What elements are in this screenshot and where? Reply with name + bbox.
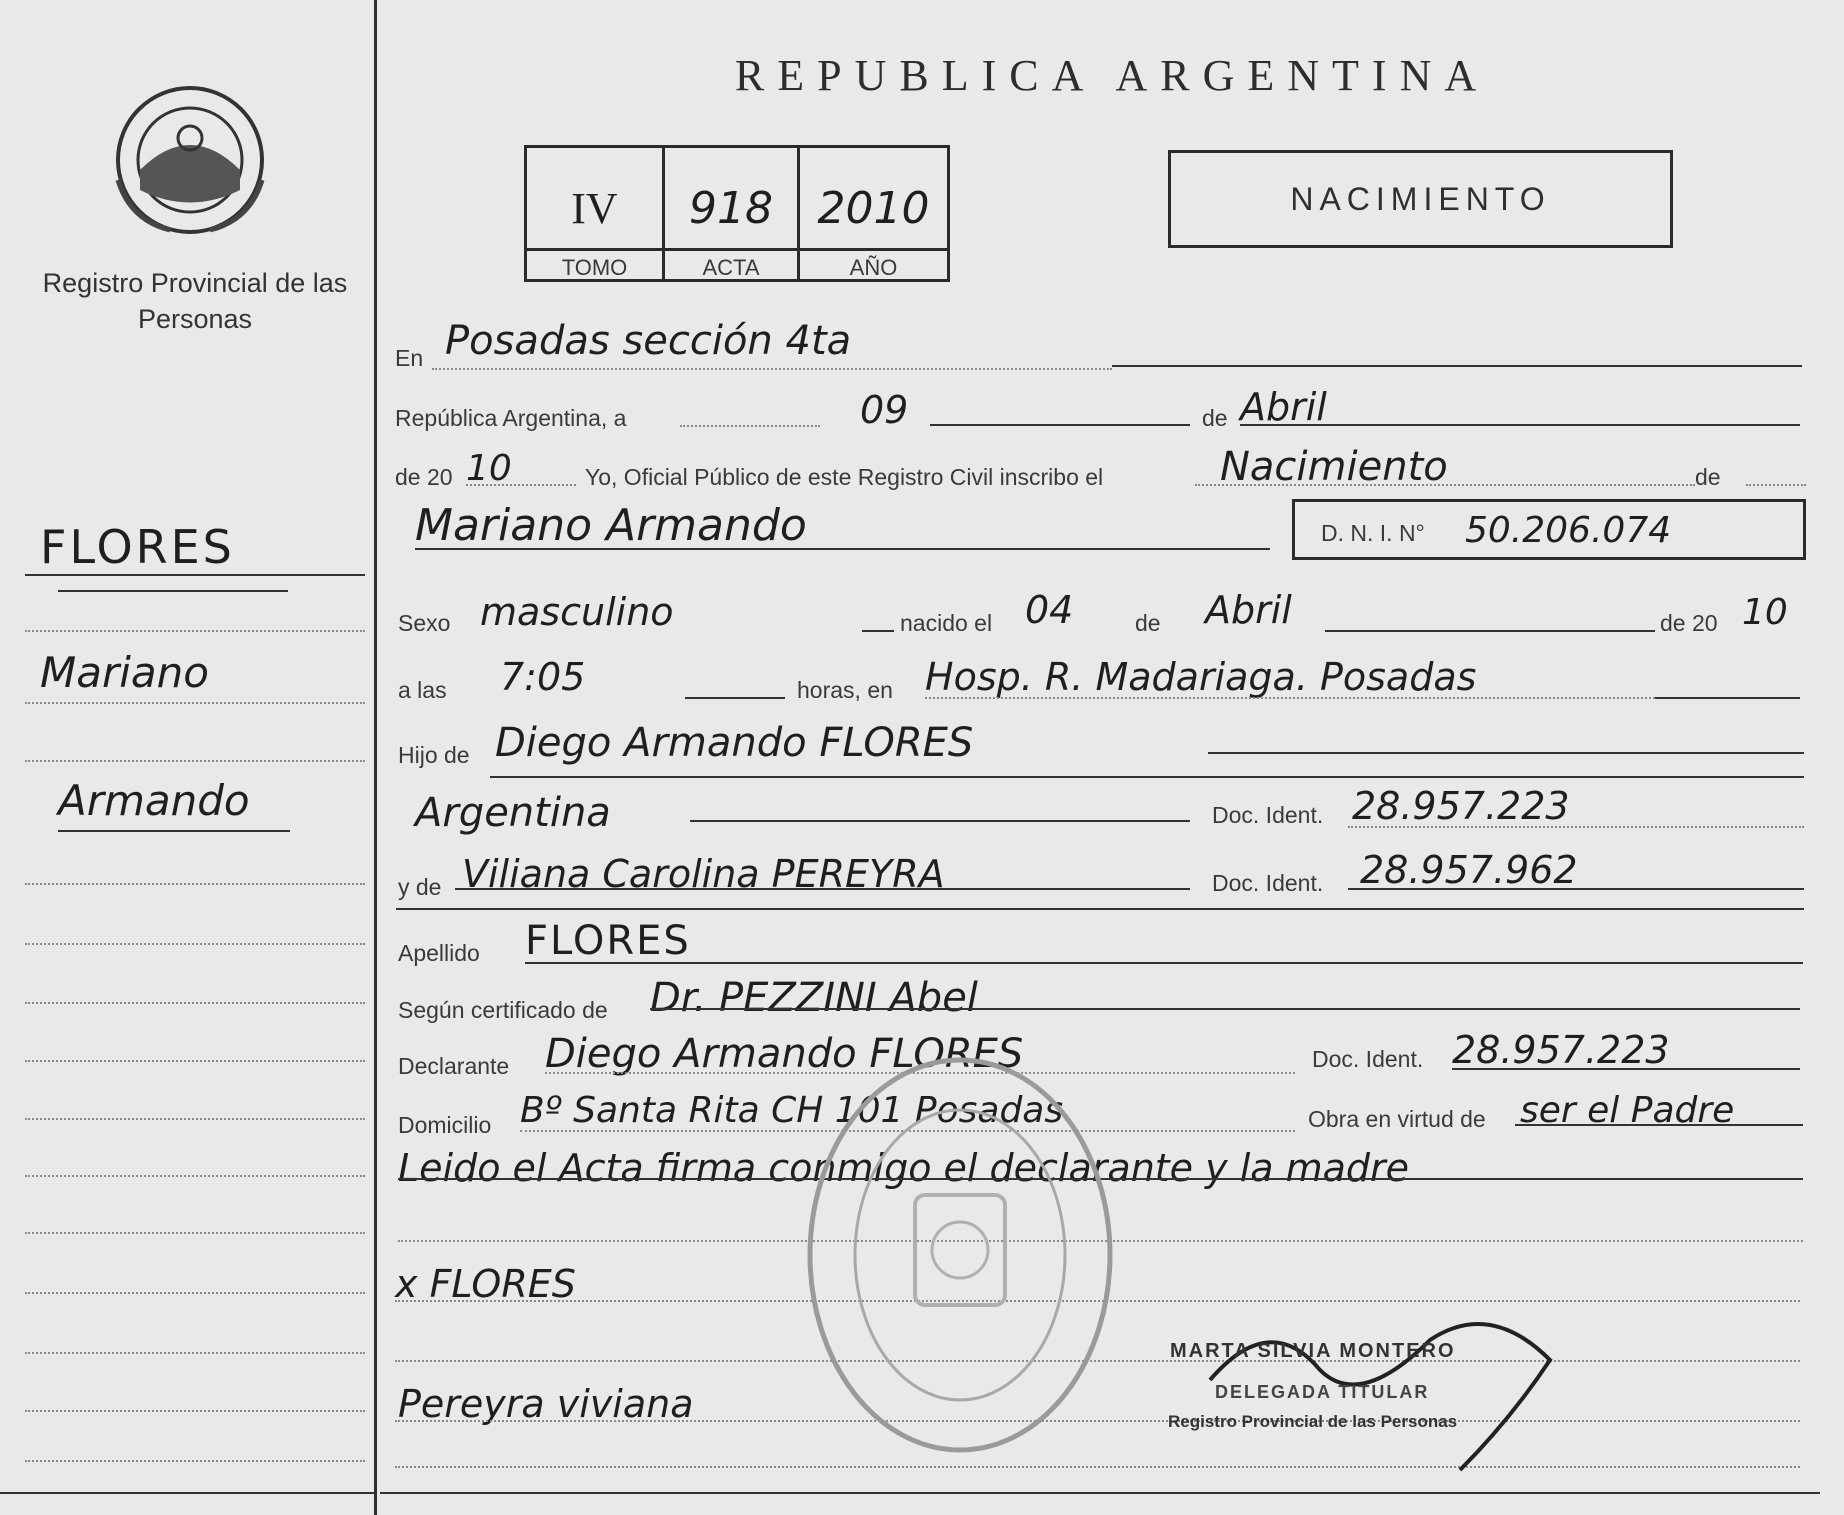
record-type-box: NACIMIENTO <box>1168 150 1673 248</box>
birth-year-prefix-label: de 20 <box>1660 610 1718 636</box>
country-title: REPUBLICA ARGENTINA <box>734 51 1490 100</box>
dni-value: 50.206.074 <box>1465 510 1672 551</box>
en-label: En <box>395 345 424 371</box>
tomo-label: TOMO <box>527 248 662 288</box>
ano-value: 2010 <box>817 183 930 234</box>
birth-de-label: de <box>1135 610 1161 636</box>
domicilio-label: Domicilio <box>398 1112 492 1138</box>
birth-year-suffix-value: 10 <box>1742 592 1788 633</box>
de-label-2: de <box>1695 464 1721 490</box>
father-nationality-value: Argentina <box>415 790 611 836</box>
doc-ident-label-3: Doc. Ident. <box>1312 1046 1424 1072</box>
oficial-text: Yo, Oficial Público de este Registro Civil inscribo el <box>585 464 1104 490</box>
obra-label: Obra en virtud de <box>1308 1106 1486 1132</box>
apellido-value: FLORES <box>525 918 691 964</box>
birth-month-value: Abril <box>1205 588 1292 632</box>
acta-value: 918 <box>689 183 773 234</box>
provincial-seal-icon <box>110 80 270 240</box>
signature-mother: Pereyra viviana <box>398 1382 694 1426</box>
registry-name: Registro Provincial de las Personas <box>42 268 348 334</box>
domicilio-value: Bº Santa Rita CH 101 Posadas <box>520 1090 1064 1131</box>
signature-declarante: x FLORES <box>395 1262 576 1306</box>
y-de-label: y de <box>398 874 442 900</box>
obra-value: ser el Padre <box>1520 1090 1735 1131</box>
father-value: Diego Armando FLORES <box>495 720 974 766</box>
declarante-label: Declarante <box>398 1053 510 1079</box>
year-suffix-value: 10 <box>466 448 512 489</box>
official-registry: Registro Provincial de las Personas <box>1168 1412 1458 1431</box>
sexo-value: masculino <box>480 590 674 634</box>
dni-box <box>1292 499 1806 560</box>
child-name-value: Mariano Armando <box>415 500 807 551</box>
declarante-doc-value: 28.957.223 <box>1452 1028 1670 1072</box>
margin-first-name: Mariano <box>40 648 209 697</box>
birth-place-value: Hosp. R. Madariaga. Posadas <box>925 655 1477 699</box>
sexo-label: Sexo <box>398 610 451 636</box>
declarante-value: Diego Armando FLORES <box>545 1031 1024 1077</box>
dni-label: D. N. I. N° <box>1321 520 1425 546</box>
margin-surname: FLORES <box>40 520 235 574</box>
record-id-box <box>524 145 950 282</box>
mother-doc-value: 28.957.962 <box>1360 848 1578 892</box>
doc-ident-label-1: Doc. Ident. <box>1212 802 1324 828</box>
hour-value: 7:05 <box>500 655 586 699</box>
horas-label: horas, en <box>797 677 893 703</box>
doc-ident-label-2: Doc. Ident. <box>1212 870 1324 896</box>
official-signature-block <box>1130 1300 1610 1500</box>
closing-text: Leido el Acta firma conmigo el declarante y la madre <box>398 1146 1410 1190</box>
father-doc-value: 28.957.223 <box>1352 784 1570 828</box>
day-value: 09 <box>860 388 909 432</box>
republica-label: República Argentina, a <box>395 405 627 431</box>
ano-label: AÑO <box>800 248 947 288</box>
place-value: Posadas sección 4ta <box>445 318 852 364</box>
official-name: MARTA SILVIA MONTERO <box>1170 1340 1456 1362</box>
certificado-label: Según certificado de <box>398 997 608 1023</box>
nacido-label: nacido el <box>900 610 993 636</box>
de-label: de <box>1202 405 1228 431</box>
tomo-value: IV <box>571 184 618 233</box>
apellido-label: Apellido <box>398 940 480 966</box>
official-stamp-icon <box>795 1045 1125 1465</box>
year-prefix-label: de 20 <box>395 464 453 490</box>
official-title: DELEGADA TITULAR <box>1215 1382 1430 1402</box>
mother-value: Viliana Carolina PEREYRA <box>462 852 945 896</box>
birth-day-value: 04 <box>1025 588 1074 632</box>
act-kind-value: Nacimiento <box>1220 444 1448 490</box>
month-value: Abril <box>1240 385 1327 429</box>
a-las-label: a las <box>398 677 447 703</box>
certificado-value: Dr. PEZZINI Abel <box>650 975 978 1021</box>
column-divider <box>374 0 377 1515</box>
acta-label: ACTA <box>665 248 797 288</box>
margin-second-name: Armando <box>58 776 250 825</box>
hijo-label: Hijo de <box>398 742 470 768</box>
